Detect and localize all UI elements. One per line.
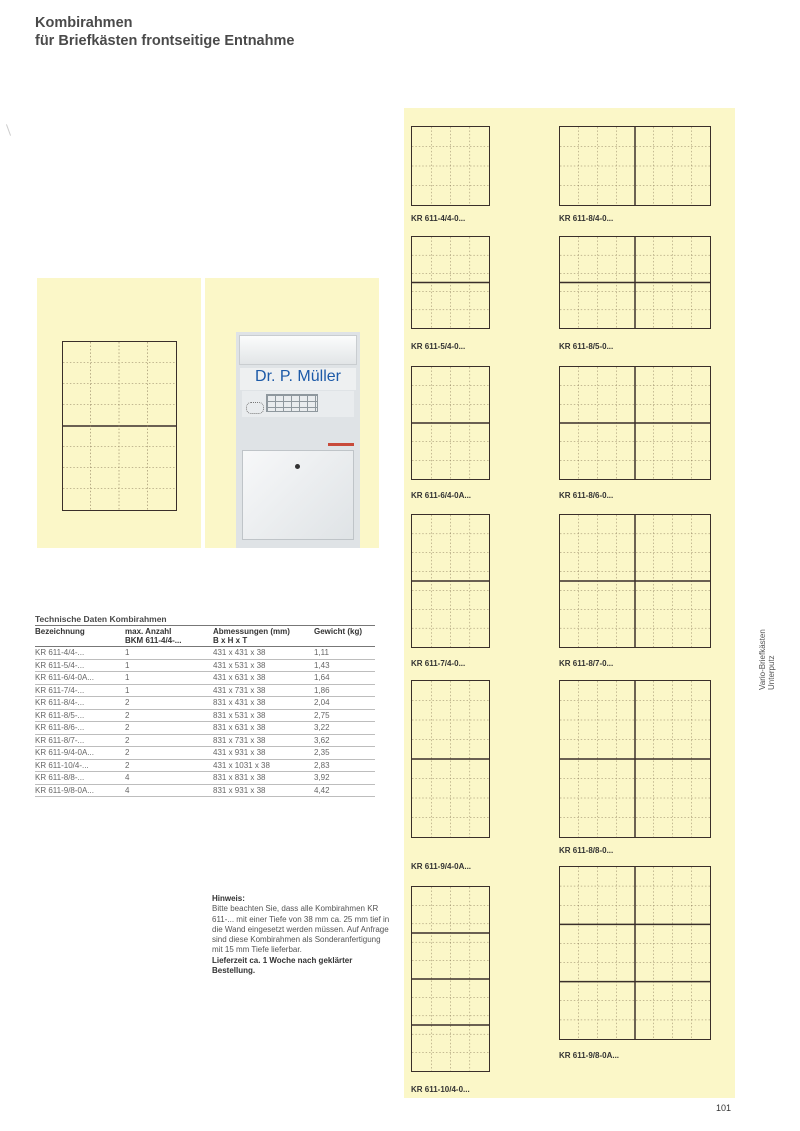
table-cell: KR 611-7/4-...	[35, 685, 85, 695]
name-plate-text: Dr. P. Müller	[255, 368, 341, 385]
table-row	[35, 647, 375, 660]
header-text: Gewicht (kg)	[314, 627, 363, 636]
table-cell: 3,92	[314, 773, 330, 782]
frame-drawing	[411, 680, 490, 838]
header-designation	[35, 627, 125, 645]
side-label-line1: Vario-Briefkästen	[758, 629, 767, 690]
frame-label: KR 611-10/4-0...	[411, 1085, 470, 1094]
frame-label: KR 611-9/8-0A...	[559, 1051, 620, 1060]
frame-drawing	[411, 886, 490, 1072]
table-row	[35, 747, 375, 760]
table-cell: KR 611-6/4-0A...	[35, 673, 94, 682]
table-cell: 3,22	[314, 723, 330, 732]
mailbox-photo	[236, 332, 360, 548]
table-cell: KR 611-8/8-...	[35, 773, 85, 782]
hint-text: Bitte beachten Sie, dass alle Kombirahmen KR 611-... mit einer Tiefe von 38 mm ca. 25 mm tief in die Wand eingesetzt werden müssen. Auf Anfrage sind diese Kombirahmen als Sonderanfertigung mit 15 mm Tiefe lieferbar.	[212, 904, 390, 955]
table-row	[35, 710, 375, 723]
table-cell: 431 x 731 x 38	[213, 685, 266, 695]
frame-label: KR 611-5/4-0...	[411, 342, 466, 351]
hint-box	[212, 894, 390, 976]
table-cell: 431 x 931 x 38	[213, 748, 266, 757]
table-cell: 431 x 531 x 38	[213, 660, 266, 670]
tech-data-table	[35, 614, 375, 797]
header-text: max. Anzahl	[125, 627, 172, 636]
frame-drawing	[559, 680, 711, 838]
large-frame-drawing	[62, 341, 177, 511]
table-row	[35, 760, 375, 773]
table-cell: 2	[125, 735, 130, 745]
table-cell: 2	[125, 760, 130, 770]
table-cell: 1,64	[314, 673, 330, 682]
table-cell: 2,04	[314, 698, 330, 707]
header-text: Abmessungen (mm)	[213, 627, 290, 636]
frame-drawing	[559, 366, 711, 480]
table-body	[35, 647, 375, 797]
table-cell: KR 611-5/4-...	[35, 660, 85, 670]
keypad-icon	[266, 394, 318, 412]
frame-label: KR 611-4/4-0...	[411, 214, 466, 223]
table-cell: KR 611-8/4-...	[35, 698, 85, 707]
side-label-line2: Unterputz	[767, 655, 776, 690]
frame-label: KR 611-8/7-0...	[559, 659, 614, 668]
table-cell: 431 x 1031 x 38	[213, 760, 270, 770]
table-cell: 1,86	[314, 685, 330, 695]
table-cell: 431 x 631 x 38	[213, 673, 266, 682]
frame-label: KR 611-8/6-0...	[559, 491, 614, 500]
table-cell: 1	[125, 685, 130, 695]
frame-label: KR 611-6/4-0A...	[411, 491, 472, 500]
table-cell: 431 x 431 x 38	[213, 648, 266, 657]
table-row	[35, 772, 375, 785]
table-cell: 2,83	[314, 760, 330, 770]
table-cell: 2	[125, 698, 130, 707]
frame-drawing	[559, 126, 711, 206]
table-row	[35, 722, 375, 735]
table-cell: 1	[125, 673, 130, 682]
header-subtext: BKM 611-4/4-...	[125, 636, 182, 645]
table-cell: 831 x 931 x 38	[213, 785, 266, 795]
hint-delivery: Lieferzeit ca. 1 Woche nach geklärter Bestellung.	[212, 955, 353, 976]
table-caption: Technische Daten Kombirahmen	[35, 614, 375, 626]
table-cell: 2	[125, 748, 130, 757]
table-cell: 2	[125, 723, 130, 732]
table-cell: KR 611-4/4-...	[35, 648, 85, 657]
hint-heading: Hinweis:	[212, 894, 245, 903]
table-cell: 4,42	[314, 785, 330, 795]
frame-drawing	[559, 236, 711, 329]
frame-label: KR 611-9/4-0A...	[411, 862, 472, 871]
table-cell: KR 611-8/5-...	[35, 710, 85, 720]
table-cell: 2,35	[314, 748, 330, 757]
mailbox-cap	[239, 335, 357, 365]
page-title	[35, 14, 294, 50]
frame-illustration-panel	[37, 278, 201, 548]
table-row	[35, 697, 375, 710]
frame-drawing	[411, 236, 490, 329]
table-cell: 2,75	[314, 710, 330, 720]
page-title-line2: für Briefkästen frontseitige Entnahme	[35, 33, 295, 49]
table-cell: 1,11	[314, 648, 329, 657]
table-cell: 4	[125, 773, 130, 782]
page-number: 101	[716, 1103, 732, 1113]
table-cell: 831 x 731 x 38	[213, 735, 266, 745]
table-cell: 831 x 531 x 38	[213, 710, 266, 720]
frame-drawing	[411, 126, 490, 206]
frame-label: KR 611-7/4-0...	[411, 659, 466, 668]
table-cell: KR 611-9/4-0A...	[35, 748, 94, 757]
table-cell: 1	[125, 660, 130, 670]
table-cell: KR 611-8/7-...	[35, 735, 85, 745]
table-cell: 831 x 431 x 38	[213, 698, 266, 707]
frame-drawing	[559, 514, 711, 648]
table-cell: KR 611-8/6-...	[35, 723, 85, 732]
header-subtext: B x H x T	[213, 636, 248, 645]
frame-drawing	[411, 366, 490, 480]
table-cell: KR 611-10/4-...	[35, 760, 89, 770]
table-cell: 4	[125, 785, 130, 795]
table-row	[35, 735, 375, 748]
header-text: Bezeichnung	[35, 627, 85, 636]
indicator-strip	[328, 443, 354, 446]
table-row	[35, 785, 375, 798]
table-row	[35, 660, 375, 673]
table-cell: 1	[125, 648, 130, 657]
table-cell: 1,43	[314, 660, 330, 670]
table-cell: 831 x 831 x 38	[213, 773, 266, 782]
table-cell: 3,62	[314, 735, 330, 745]
frame-label: KR 611-8/8-0...	[559, 846, 614, 855]
lock-icon	[295, 464, 300, 469]
frame-drawing	[411, 514, 490, 648]
header-max-count	[125, 627, 213, 645]
table-row	[35, 672, 375, 685]
table-header	[35, 626, 375, 647]
scan-mark	[6, 124, 11, 136]
frame-drawing	[559, 866, 711, 1040]
side-label	[758, 629, 776, 690]
header-dimensions	[213, 627, 314, 645]
frame-label: KR 611-8/4-0...	[559, 214, 614, 223]
table-row	[35, 685, 375, 698]
table-cell: 831 x 631 x 38	[213, 723, 266, 732]
speaker-icon	[246, 402, 264, 414]
table-cell: 2	[125, 710, 130, 720]
page-title-line1: Kombirahmen	[35, 15, 133, 31]
table-cell: KR 611-9/8-0A...	[35, 785, 94, 795]
header-weight	[314, 627, 375, 645]
frame-label: KR 611-8/5-0...	[559, 342, 614, 351]
